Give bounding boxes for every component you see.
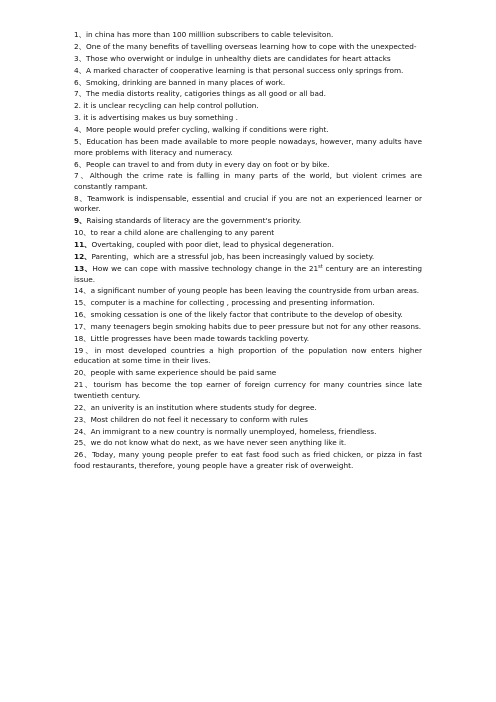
item-number: 11、 (74, 240, 92, 250)
item-number: 10、 (74, 228, 91, 238)
item-number: 9、 (74, 216, 87, 226)
item-number: 5、 (74, 137, 87, 147)
item-text: The media distorts reality, catigories things as all good or all bad. (85, 89, 326, 99)
item-text: A marked character of cooperative learning is that personal success only springs from. (85, 65, 404, 75)
item-text: Raising standards of literacy are the government's priority. (86, 216, 302, 226)
item-number: 2. (74, 101, 84, 111)
item-number: 6、 (74, 159, 86, 169)
item-number: 4、 (74, 125, 86, 135)
item-text: More people would prefer cycling, walking if conditions were right. (85, 125, 329, 135)
item-number: 13、 (74, 263, 93, 273)
list-item (74, 322, 422, 333)
list-item (74, 298, 422, 309)
item-number: 6、 (74, 77, 86, 87)
item-number: 3、 (74, 53, 86, 63)
list-item (74, 54, 422, 65)
item-text: many teenagers begin smoking habits due to peer pressure but not for any other reasons. (90, 322, 422, 332)
item-text: An immigrant to a new country is normally unemployed, homeless, friendless. (90, 426, 377, 436)
item-number: 17、 (74, 322, 91, 332)
list-item (74, 66, 422, 77)
item-text: an univerity is an institution where students study for degree. (90, 402, 317, 412)
list-item (74, 286, 422, 297)
document-page (74, 30, 422, 473)
list-item (74, 194, 422, 215)
item-text: it is advertising makes us buy something . (83, 113, 238, 123)
item-number: 20、 (74, 368, 91, 378)
item-text: Education has been made available to more people nowadays, however, many adults have more problems with literacy and numeracy. (74, 137, 422, 157)
list-item (74, 252, 422, 263)
ordinal-superscript: st (318, 263, 323, 270)
item-text: People can travel to and from duty in every day on foot or by bike. (85, 159, 330, 169)
item-number: 23、 (74, 414, 91, 424)
item-number: 16、 (74, 310, 91, 320)
list-item (74, 101, 422, 112)
item-text: Little progresses have been made towards tackling poverty. (90, 333, 310, 343)
item-text: Parenting，which are a stressful job, has been increasingly valued by society. (91, 252, 375, 262)
list-item (74, 113, 422, 124)
list-item (74, 137, 422, 158)
item-text: Smoking, drinking are banned in many places of work. (85, 77, 286, 87)
list-item (74, 228, 422, 239)
item-text: in china has more than 100 milllion subscribers to cable televisiton. (85, 30, 334, 39)
item-number: 8、 (74, 193, 88, 203)
item-number: 18、 (74, 333, 91, 343)
item-number: 15、 (74, 298, 91, 308)
item-text: a significant number of young people has been leaving the countryside from urban areas. (90, 286, 420, 296)
list-item (74, 42, 422, 53)
item-number: 19、 (74, 345, 95, 355)
list-item (74, 346, 422, 367)
list-item (74, 310, 422, 321)
item-number: 7、 (74, 171, 90, 181)
list-item (74, 380, 422, 401)
item-number: 26、 (74, 450, 93, 460)
list-item (74, 368, 422, 379)
item-number: 24、 (74, 426, 91, 436)
item-text: Although the crime rate is falling in many parts of the world, but violent crimes are constantly rampant. (74, 171, 422, 191)
list-item (74, 89, 422, 100)
item-number: 7、 (74, 89, 86, 99)
item-text: computer is a machine for collecting , processing and presenting information. (90, 298, 375, 308)
item-number: 3. (74, 113, 84, 123)
item-text: Teamwork is indispensable, essential and crucial if you are not an experienced learner or worker. (74, 193, 422, 214)
list-item (74, 240, 422, 251)
list-item (74, 415, 422, 426)
list-item (74, 78, 422, 89)
list-item (74, 216, 422, 227)
item-text: in most developed countries a high proportion of the population now enters higher education at some time in their lives. (74, 345, 422, 366)
list-item (74, 450, 422, 471)
list-item (74, 171, 422, 192)
list-item (74, 160, 422, 171)
item-number: 1、 (74, 30, 86, 39)
item-text: we do not know what do next, as we have never seen anything like it. (90, 438, 347, 448)
item-number: 12、 (74, 252, 92, 262)
item-text: smoking cessation is one of the likely factor that contribute to the develop of obesity. (90, 310, 403, 320)
item-number: 4、 (74, 65, 86, 75)
list-item (74, 438, 422, 449)
item-text: people with same experience should be paid same (90, 368, 277, 378)
list-item (74, 403, 422, 414)
item-text: to rear a child alone are challenging to any parent (90, 228, 275, 238)
list-item (74, 125, 422, 136)
list-item (74, 264, 422, 285)
item-text: tourism has become the top earner of foreign currency for many countries since late twentieth century. (74, 380, 422, 400)
item-text: Overtaking, coupled with poor diet, lead to physical degeneration. (91, 240, 334, 250)
list-item (74, 30, 422, 41)
item-number: 22、 (74, 402, 91, 412)
item-number: 2、 (74, 41, 86, 51)
list-item (74, 427, 422, 438)
item-number: 25、 (74, 438, 91, 448)
list-item (74, 334, 422, 345)
item-text: One of the many benefits of tavelling overseas learning how to cope with the unexpected- (85, 41, 417, 51)
item-text: century are an interesting issue. (74, 263, 422, 284)
item-text: Those who overwight or indulge in unhealthy diets are candidates for heart attacks (85, 53, 391, 63)
item-number: 14、 (74, 286, 91, 296)
item-text: it is unclear recycling can help control pollution. (83, 101, 259, 111)
item-text: How we can cope with massive technology change in the 21 (92, 263, 319, 273)
item-text: Today, many young people prefer to eat fast food such as fried chicken, or pizza in fast food restaurants, therefore, young people have a greater risk of overweight. (74, 450, 422, 470)
item-text: Most children do not feel it necessary to conform with rules (90, 414, 308, 424)
item-number: 21、 (74, 380, 94, 390)
